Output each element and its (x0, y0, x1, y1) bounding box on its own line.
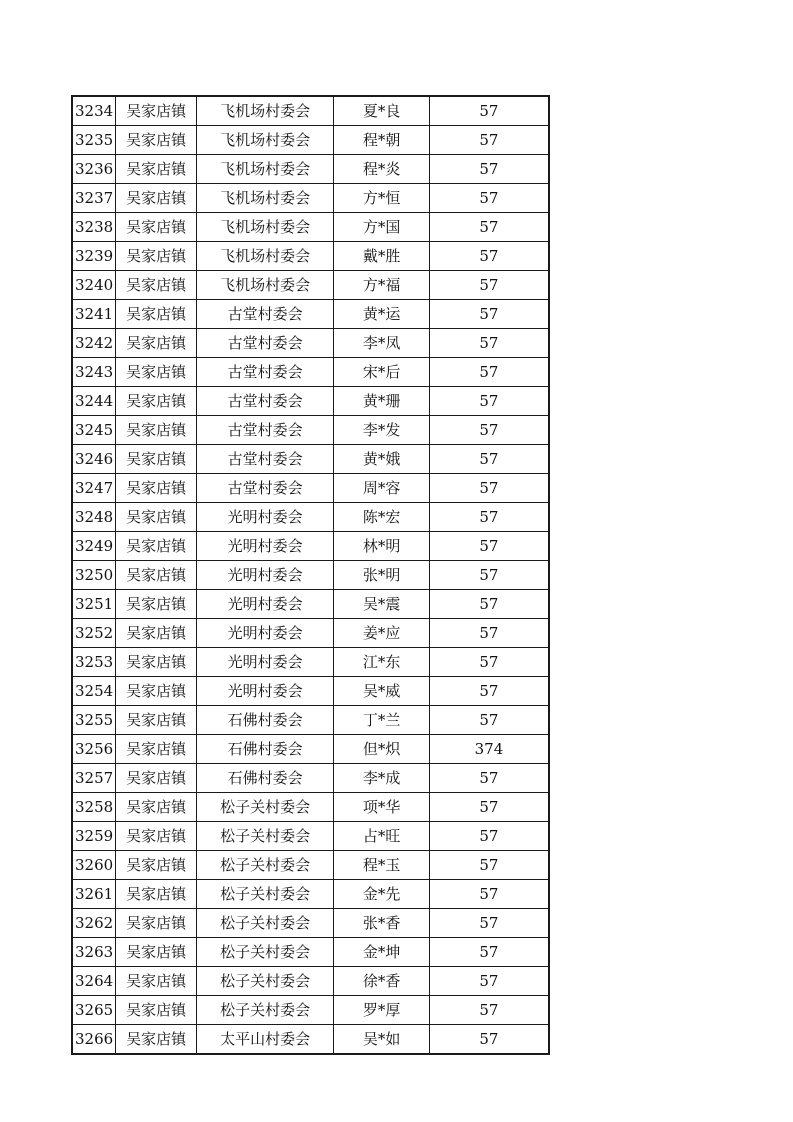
cell-id: 3245 (72, 416, 116, 445)
cell-value: 57 (430, 329, 549, 358)
cell-name: 宋*后 (334, 358, 430, 387)
cell-id: 3264 (72, 967, 116, 996)
cell-town: 吴家店镇 (116, 822, 197, 851)
table-row (72, 909, 549, 938)
cell-id: 3261 (72, 880, 116, 909)
table-row (72, 387, 549, 416)
cell-value: 57 (430, 793, 549, 822)
cell-town: 吴家店镇 (116, 706, 197, 735)
cell-name: 戴*胜 (334, 242, 430, 271)
cell-town: 吴家店镇 (116, 213, 197, 242)
cell-id: 3247 (72, 474, 116, 503)
cell-village: 古堂村委会 (197, 445, 334, 474)
cell-value: 57 (430, 677, 549, 706)
cell-value: 374 (430, 735, 549, 764)
cell-name: 项*华 (334, 793, 430, 822)
cell-name: 周*容 (334, 474, 430, 503)
cell-value: 57 (430, 184, 549, 213)
table-row (72, 474, 549, 503)
cell-name: 吴*震 (334, 590, 430, 619)
cell-id: 3255 (72, 706, 116, 735)
cell-id: 3246 (72, 445, 116, 474)
cell-value: 57 (430, 300, 549, 329)
cell-name: 李*发 (334, 416, 430, 445)
cell-town: 吴家店镇 (116, 561, 197, 590)
cell-town: 吴家店镇 (116, 619, 197, 648)
cell-value: 57 (430, 880, 549, 909)
cell-village: 石佛村委会 (197, 735, 334, 764)
table-row (72, 996, 549, 1025)
records-table-body (72, 96, 549, 1054)
cell-town: 吴家店镇 (116, 474, 197, 503)
cell-village: 石佛村委会 (197, 764, 334, 793)
cell-id: 3252 (72, 619, 116, 648)
table-row (72, 967, 549, 996)
cell-name: 占*旺 (334, 822, 430, 851)
cell-id: 3250 (72, 561, 116, 590)
cell-name: 徐*香 (334, 967, 430, 996)
cell-id: 3244 (72, 387, 116, 416)
cell-town: 吴家店镇 (116, 996, 197, 1025)
cell-village: 松子关村委会 (197, 909, 334, 938)
cell-id: 3237 (72, 184, 116, 213)
cell-value: 57 (430, 764, 549, 793)
cell-value: 57 (430, 271, 549, 300)
cell-town: 吴家店镇 (116, 358, 197, 387)
cell-village: 飞机场村委会 (197, 213, 334, 242)
cell-id: 3240 (72, 271, 116, 300)
table-row (72, 793, 549, 822)
cell-village: 松子关村委会 (197, 938, 334, 967)
cell-value: 57 (430, 126, 549, 155)
cell-id: 3234 (72, 96, 116, 126)
cell-value: 57 (430, 996, 549, 1025)
table-row (72, 329, 549, 358)
cell-id: 3263 (72, 938, 116, 967)
cell-id: 3257 (72, 764, 116, 793)
cell-id: 3249 (72, 532, 116, 561)
cell-id: 3259 (72, 822, 116, 851)
cell-town: 吴家店镇 (116, 242, 197, 271)
cell-village: 松子关村委会 (197, 967, 334, 996)
cell-value: 57 (430, 445, 549, 474)
table-row (72, 735, 549, 764)
cell-name: 张*香 (334, 909, 430, 938)
cell-id: 3260 (72, 851, 116, 880)
cell-id: 3251 (72, 590, 116, 619)
cell-id: 3253 (72, 648, 116, 677)
cell-name: 李*成 (334, 764, 430, 793)
cell-name: 金*先 (334, 880, 430, 909)
cell-name: 陈*宏 (334, 503, 430, 532)
cell-id: 3236 (72, 155, 116, 184)
cell-village: 飞机场村委会 (197, 184, 334, 213)
cell-town: 吴家店镇 (116, 96, 197, 126)
cell-value: 57 (430, 909, 549, 938)
cell-town: 吴家店镇 (116, 445, 197, 474)
records-table (71, 95, 550, 1055)
cell-name: 李*凤 (334, 329, 430, 358)
cell-value: 57 (430, 242, 549, 271)
cell-value: 57 (430, 474, 549, 503)
cell-id: 3266 (72, 1025, 116, 1055)
cell-village: 石佛村委会 (197, 706, 334, 735)
table-row (72, 242, 549, 271)
cell-village: 古堂村委会 (197, 329, 334, 358)
table-row (72, 851, 549, 880)
table-row (72, 271, 549, 300)
cell-town: 吴家店镇 (116, 677, 197, 706)
cell-town: 吴家店镇 (116, 590, 197, 619)
cell-town: 吴家店镇 (116, 851, 197, 880)
cell-name: 黄*运 (334, 300, 430, 329)
cell-town: 吴家店镇 (116, 648, 197, 677)
cell-village: 松子关村委会 (197, 822, 334, 851)
cell-town: 吴家店镇 (116, 184, 197, 213)
cell-id: 3241 (72, 300, 116, 329)
table-row (72, 445, 549, 474)
table-row (72, 503, 549, 532)
table-row (72, 764, 549, 793)
cell-id: 3238 (72, 213, 116, 242)
table-row (72, 416, 549, 445)
cell-name: 程*玉 (334, 851, 430, 880)
cell-value: 57 (430, 561, 549, 590)
cell-id: 3265 (72, 996, 116, 1025)
cell-town: 吴家店镇 (116, 532, 197, 561)
cell-id: 3258 (72, 793, 116, 822)
cell-town: 吴家店镇 (116, 300, 197, 329)
cell-town: 吴家店镇 (116, 387, 197, 416)
cell-name: 金*坤 (334, 938, 430, 967)
cell-name: 姜*应 (334, 619, 430, 648)
cell-name: 黄*珊 (334, 387, 430, 416)
cell-id: 3242 (72, 329, 116, 358)
cell-name: 吴*威 (334, 677, 430, 706)
cell-value: 57 (430, 358, 549, 387)
cell-name: 程*炎 (334, 155, 430, 184)
cell-value: 57 (430, 96, 549, 126)
cell-name: 但*炽 (334, 735, 430, 764)
table-row (72, 706, 549, 735)
cell-id: 3254 (72, 677, 116, 706)
cell-village: 光明村委会 (197, 532, 334, 561)
table-row (72, 938, 549, 967)
cell-name: 张*明 (334, 561, 430, 590)
cell-village: 飞机场村委会 (197, 271, 334, 300)
table-row (72, 648, 549, 677)
cell-town: 吴家店镇 (116, 793, 197, 822)
table-row (72, 358, 549, 387)
cell-village: 松子关村委会 (197, 793, 334, 822)
table-row (72, 880, 549, 909)
cell-value: 57 (430, 416, 549, 445)
cell-id: 3239 (72, 242, 116, 271)
cell-id: 3262 (72, 909, 116, 938)
cell-id: 3235 (72, 126, 116, 155)
cell-village: 松子关村委会 (197, 880, 334, 909)
cell-value: 57 (430, 213, 549, 242)
cell-town: 吴家店镇 (116, 503, 197, 532)
cell-village: 飞机场村委会 (197, 242, 334, 271)
cell-village: 古堂村委会 (197, 300, 334, 329)
cell-town: 吴家店镇 (116, 1025, 197, 1055)
cell-village: 光明村委会 (197, 503, 334, 532)
cell-name: 吴*如 (334, 1025, 430, 1055)
cell-town: 吴家店镇 (116, 735, 197, 764)
cell-value: 57 (430, 532, 549, 561)
table-row (72, 96, 549, 126)
cell-name: 丁*兰 (334, 706, 430, 735)
cell-value: 57 (430, 967, 549, 996)
cell-village: 古堂村委会 (197, 387, 334, 416)
cell-id: 3256 (72, 735, 116, 764)
cell-name: 方*国 (334, 213, 430, 242)
cell-town: 吴家店镇 (116, 271, 197, 300)
table-row (72, 300, 549, 329)
cell-village: 飞机场村委会 (197, 126, 334, 155)
table-row (72, 822, 549, 851)
cell-value: 57 (430, 503, 549, 532)
cell-village: 古堂村委会 (197, 358, 334, 387)
cell-village: 飞机场村委会 (197, 96, 334, 126)
cell-village: 光明村委会 (197, 561, 334, 590)
cell-village: 光明村委会 (197, 648, 334, 677)
cell-value: 57 (430, 851, 549, 880)
cell-value: 57 (430, 1025, 549, 1055)
cell-value: 57 (430, 619, 549, 648)
cell-town: 吴家店镇 (116, 329, 197, 358)
table-row (72, 619, 549, 648)
cell-name: 夏*良 (334, 96, 430, 126)
table-row (72, 677, 549, 706)
table-row (72, 1025, 549, 1055)
cell-value: 57 (430, 938, 549, 967)
cell-town: 吴家店镇 (116, 967, 197, 996)
cell-id: 3243 (72, 358, 116, 387)
cell-name: 程*朝 (334, 126, 430, 155)
cell-value: 57 (430, 590, 549, 619)
cell-village: 古堂村委会 (197, 416, 334, 445)
cell-name: 江*东 (334, 648, 430, 677)
cell-village: 飞机场村委会 (197, 155, 334, 184)
table-row (72, 561, 549, 590)
cell-village: 松子关村委会 (197, 851, 334, 880)
cell-town: 吴家店镇 (116, 155, 197, 184)
table-row (72, 126, 549, 155)
cell-value: 57 (430, 648, 549, 677)
cell-village: 太平山村委会 (197, 1025, 334, 1055)
cell-town: 吴家店镇 (116, 938, 197, 967)
cell-village: 松子关村委会 (197, 996, 334, 1025)
cell-id: 3248 (72, 503, 116, 532)
cell-village: 古堂村委会 (197, 474, 334, 503)
cell-name: 方*恒 (334, 184, 430, 213)
table-row (72, 184, 549, 213)
cell-village: 光明村委会 (197, 677, 334, 706)
cell-town: 吴家店镇 (116, 880, 197, 909)
cell-town: 吴家店镇 (116, 764, 197, 793)
cell-name: 方*福 (334, 271, 430, 300)
cell-name: 林*明 (334, 532, 430, 561)
table-row (72, 155, 549, 184)
cell-village: 光明村委会 (197, 619, 334, 648)
cell-town: 吴家店镇 (116, 126, 197, 155)
table-row (72, 213, 549, 242)
cell-name: 罗*厚 (334, 996, 430, 1025)
cell-value: 57 (430, 822, 549, 851)
cell-name: 黄*娥 (334, 445, 430, 474)
cell-village: 光明村委会 (197, 590, 334, 619)
cell-town: 吴家店镇 (116, 416, 197, 445)
cell-value: 57 (430, 155, 549, 184)
table-row (72, 532, 549, 561)
cell-value: 57 (430, 706, 549, 735)
table-row (72, 590, 549, 619)
cell-value: 57 (430, 387, 549, 416)
cell-town: 吴家店镇 (116, 909, 197, 938)
